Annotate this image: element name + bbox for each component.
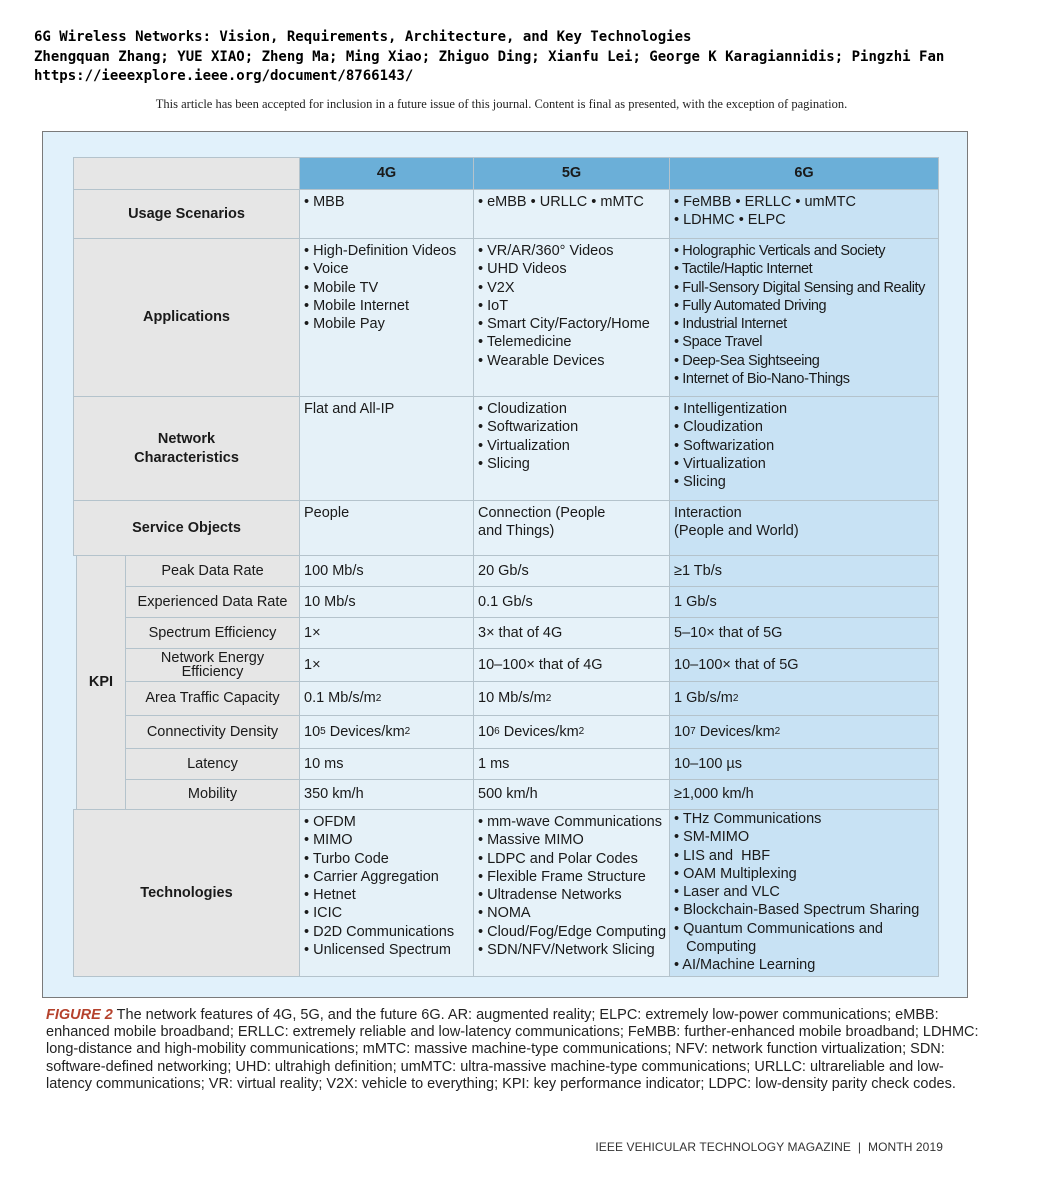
list-item: • IoT xyxy=(478,297,509,314)
list-item: • MIMO xyxy=(304,832,353,849)
usage-6g xyxy=(669,189,939,239)
list-item: • Space Travel xyxy=(674,334,763,351)
list-item: • High-Definition Videos xyxy=(304,243,457,259)
usage-4g xyxy=(299,189,474,239)
list-item: • Cloudization xyxy=(674,419,763,436)
energy-5g: 10–100× that of 4G xyxy=(473,648,670,682)
header-corner xyxy=(73,157,300,190)
list-item: • Softwarization xyxy=(674,437,775,454)
experienced-5g: 0.1 Gb/s xyxy=(473,586,670,618)
list-item: • Deep-Sea Sightseeing xyxy=(674,352,820,369)
applications-6g xyxy=(669,238,939,397)
list-item: Connection (People xyxy=(478,505,606,521)
network-4g xyxy=(299,396,474,501)
list-item: People xyxy=(304,505,350,521)
area-6g: 1 Gb/s/m 2 xyxy=(669,681,939,716)
area-5g-value: 10 Mb/s/m xyxy=(478,690,546,707)
list-item: Flat and All-IP xyxy=(304,401,395,417)
column-header-6g: 6G xyxy=(669,157,939,190)
list-item: • SM-MIMO xyxy=(674,829,750,846)
list-item: • eMBB • URLLC • mMTC xyxy=(478,194,644,210)
list-item: • Flexible Frame Structure xyxy=(478,868,646,885)
list-item: • Ultradense Networks xyxy=(478,887,622,904)
paper-url[interactable]: https://ieeexplore.ieee.org/document/8766143/ xyxy=(34,68,414,84)
list-item: • mm-wave Communications xyxy=(478,814,662,830)
density-4g-base: 10 xyxy=(304,723,321,740)
journal-notice: This article has been accepted for inclusion in a future issue of this journal. Content is final as presented, with the exception of pagination. xyxy=(155,97,848,111)
list-item: • Mobile TV xyxy=(304,279,379,296)
list-item: • Carrier Aggregation xyxy=(304,868,439,885)
list-item: • D2D Communications xyxy=(304,923,455,940)
list-item: • Mobile Internet xyxy=(304,297,410,314)
peak-6g: ≥1 Tb/s xyxy=(669,555,939,587)
density-6g: 10 7 Devices/km 2 xyxy=(669,715,939,749)
page-footer: IEEE VEHICULAR TECHNOLOGY MAGAZINE | MONTH 2019 xyxy=(595,1140,943,1154)
latency-5g: 1 ms xyxy=(473,748,670,780)
network-5g xyxy=(473,396,670,501)
list-item: • VR/AR/360° Videos xyxy=(478,243,614,259)
list-item: • Slicing xyxy=(674,474,726,491)
list-item: • Smart City/Factory/Home xyxy=(478,316,650,333)
density-5g-unit: Devices/km xyxy=(499,723,579,740)
list-item: • OAM Multiplexing xyxy=(674,865,797,882)
figure-caption xyxy=(46,1007,981,1093)
list-item: • ICIC xyxy=(304,905,343,922)
paper-title: 6G Wireless Networks: Vision, Requirements, Architecture, and Key Technologies xyxy=(34,29,692,45)
area-5g: 10 Mb/s/m 2 xyxy=(473,681,670,716)
list-item: • Holographic Verticals and Society xyxy=(674,243,886,259)
network-label-line2: Characteristics xyxy=(134,449,239,466)
list-item: • AI/Machine Learning xyxy=(674,957,816,974)
service-6g xyxy=(669,500,939,556)
peak-5g: 20 Gb/s xyxy=(473,555,670,587)
kpi-label-area-traffic-capacity: Area Traffic Capacity xyxy=(125,681,300,716)
kpi-label-mobility: Mobility xyxy=(125,779,300,810)
technologies-4g xyxy=(299,809,474,977)
list-item: • Hetnet xyxy=(304,887,356,904)
network-label-line1: Network xyxy=(157,431,216,448)
energy-label-line1: Network Energy xyxy=(160,650,265,666)
density-6g-base: 10 xyxy=(674,723,691,740)
energy-4g: 1× xyxy=(299,648,474,682)
latency-4g: 10 ms xyxy=(299,748,474,780)
list-item: • Voice xyxy=(304,261,349,278)
list-item: • Tactile/Haptic Internet xyxy=(674,261,813,278)
kpi-label-connectivity-density: Connectivity Density xyxy=(125,715,300,749)
list-item: • LIS and HBF xyxy=(674,847,771,864)
kpi-label-peak-data-rate: Peak Data Rate xyxy=(125,555,300,587)
citation-header xyxy=(34,28,944,87)
list-item: • Unlicensed Spectrum xyxy=(304,942,451,959)
density-4g-unit: Devices/km xyxy=(325,723,405,740)
experienced-6g: 1 Gb/s xyxy=(669,586,939,618)
density-6g-unit: Devices/km xyxy=(695,723,775,740)
list-item: • LDHMC • ELPC xyxy=(674,212,786,229)
list-item: • Slicing xyxy=(478,455,530,472)
list-item: • Wearable Devices xyxy=(478,352,605,369)
figure-label: FIGURE 2 xyxy=(46,1007,113,1023)
list-item: • MBB xyxy=(304,194,345,210)
list-item: • Cloud/Fog/Edge Computing xyxy=(478,923,667,940)
list-item: • FeMBB • ERLLC • umMTC xyxy=(674,194,857,210)
list-item: and Things) xyxy=(478,523,555,540)
list-item: • Mobile Pay xyxy=(304,316,385,333)
spectrum-5g: 3× that of 4G xyxy=(473,617,670,649)
technologies-6g xyxy=(669,809,939,977)
list-item: • Internet of Bio-Nano-Things xyxy=(674,371,850,388)
list-item: • OFDM xyxy=(304,814,356,830)
list-item: • Massive MIMO xyxy=(478,832,584,849)
kpi-label-experienced-data-rate: Experienced Data Rate xyxy=(125,586,300,618)
caption-text: The network features of 4G, 5G, and the future 6G. AR: augmented reality; ELPC: extremely low-power communications; eMBB: enhanced mobile broadband; ERLLC: extremely reliable and low-latency communications; FeMBB: further-enhanced mobile broadband; LDHMC: long-distance and high-mobility communications; mMTC: massive machine-type communications; NFV: network function virtualization; SDN: software-defined networking; UHD: ultrahigh definition; umMTC: ultra-massive machine-type communications; URLLC: ultrareliable and low-latency communications; VR: virtual reality; V2X: vehicle to everything; KPI: key performance indicator; LDPC: low-density parity check codes. xyxy=(46,1007,979,1092)
row-label-kpi: KPI xyxy=(76,555,126,810)
list-item: • Softwarization xyxy=(478,419,579,436)
list-item: • SDN/NFV/Network Slicing xyxy=(478,942,655,959)
applications-4g xyxy=(299,238,474,397)
list-item: • Full-Sensory Digital Sensing and Reality xyxy=(674,279,926,296)
list-item: • LDPC and Polar Codes xyxy=(478,850,638,867)
list-item: • Fully Automated Driving xyxy=(674,297,827,314)
density-5g: 10 6 Devices/km 2 xyxy=(473,715,670,749)
list-item: Computing xyxy=(674,939,757,956)
list-item: • Virtualization xyxy=(478,437,570,454)
row-label-service-objects: Service Objects xyxy=(73,500,300,556)
applications-5g xyxy=(473,238,670,397)
area-6g-value: 1 Gb/s/m xyxy=(674,690,733,707)
spectrum-6g: 5–10× that of 5G xyxy=(669,617,939,649)
usage-5g xyxy=(473,189,670,239)
spectrum-4g: 1× xyxy=(299,617,474,649)
kpi-label-network-energy-efficiency xyxy=(125,648,300,682)
kpi-label-spectrum-efficiency: Spectrum Efficiency xyxy=(125,617,300,649)
paper-authors: Zhengquan Zhang; YUE XIAO; Zheng Ma; Ming Xiao; Zhiguo Ding; Xianfu Lei; George K Karagiannidis; Pingzhi Fan xyxy=(34,48,945,65)
list-item: • Blockchain-Based Spectrum Sharing xyxy=(674,902,920,919)
list-item: • NOMA xyxy=(478,905,531,922)
list-item: • THz Communications xyxy=(674,811,822,827)
list-item: • UHD Videos xyxy=(478,261,567,278)
row-label-applications: Applications xyxy=(73,238,300,397)
latency-6g: 10–100 µs xyxy=(669,748,939,780)
kpi-label-latency: Latency xyxy=(125,748,300,780)
peak-4g: 100 Mb/s xyxy=(299,555,474,587)
list-item: (People and World) xyxy=(674,523,799,540)
column-header-5g: 5G xyxy=(473,157,670,190)
list-item: • Quantum Communications and xyxy=(674,920,883,937)
density-5g-base: 10 xyxy=(478,723,495,740)
list-item: • Intelligentization xyxy=(674,401,788,417)
list-item: • Laser and VLC xyxy=(674,884,780,901)
list-item: • Cloudization xyxy=(478,401,567,417)
experienced-4g: 10 Mb/s xyxy=(299,586,474,618)
list-item: • Industrial Internet xyxy=(674,316,787,333)
list-item: Interaction xyxy=(674,505,742,521)
mobility-4g: 350 km/h xyxy=(299,779,474,810)
list-item: • Virtualization xyxy=(674,455,766,472)
service-4g xyxy=(299,500,474,556)
column-header-4g: 4G xyxy=(299,157,474,190)
energy-6g: 10–100× that of 5G xyxy=(669,648,939,682)
list-item: • V2X xyxy=(478,279,515,296)
area-4g: 0.1 Mb/s/m 2 xyxy=(299,681,474,716)
area-4g-value: 0.1 Mb/s/m xyxy=(304,690,376,707)
list-item: • Turbo Code xyxy=(304,850,389,867)
row-label-usage-scenarios: Usage Scenarios xyxy=(73,189,300,239)
energy-label-line2: Efficiency xyxy=(181,664,244,680)
row-label-network-characteristics xyxy=(73,396,300,501)
network-6g xyxy=(669,396,939,501)
density-4g: 10 5 Devices/km 2 xyxy=(299,715,474,749)
technologies-5g xyxy=(473,809,670,977)
list-item: • Telemedicine xyxy=(478,334,572,351)
row-label-technologies: Technologies xyxy=(73,809,300,977)
mobility-6g: ≥1,000 km/h xyxy=(669,779,939,810)
service-5g xyxy=(473,500,670,556)
mobility-5g: 500 km/h xyxy=(473,779,670,810)
